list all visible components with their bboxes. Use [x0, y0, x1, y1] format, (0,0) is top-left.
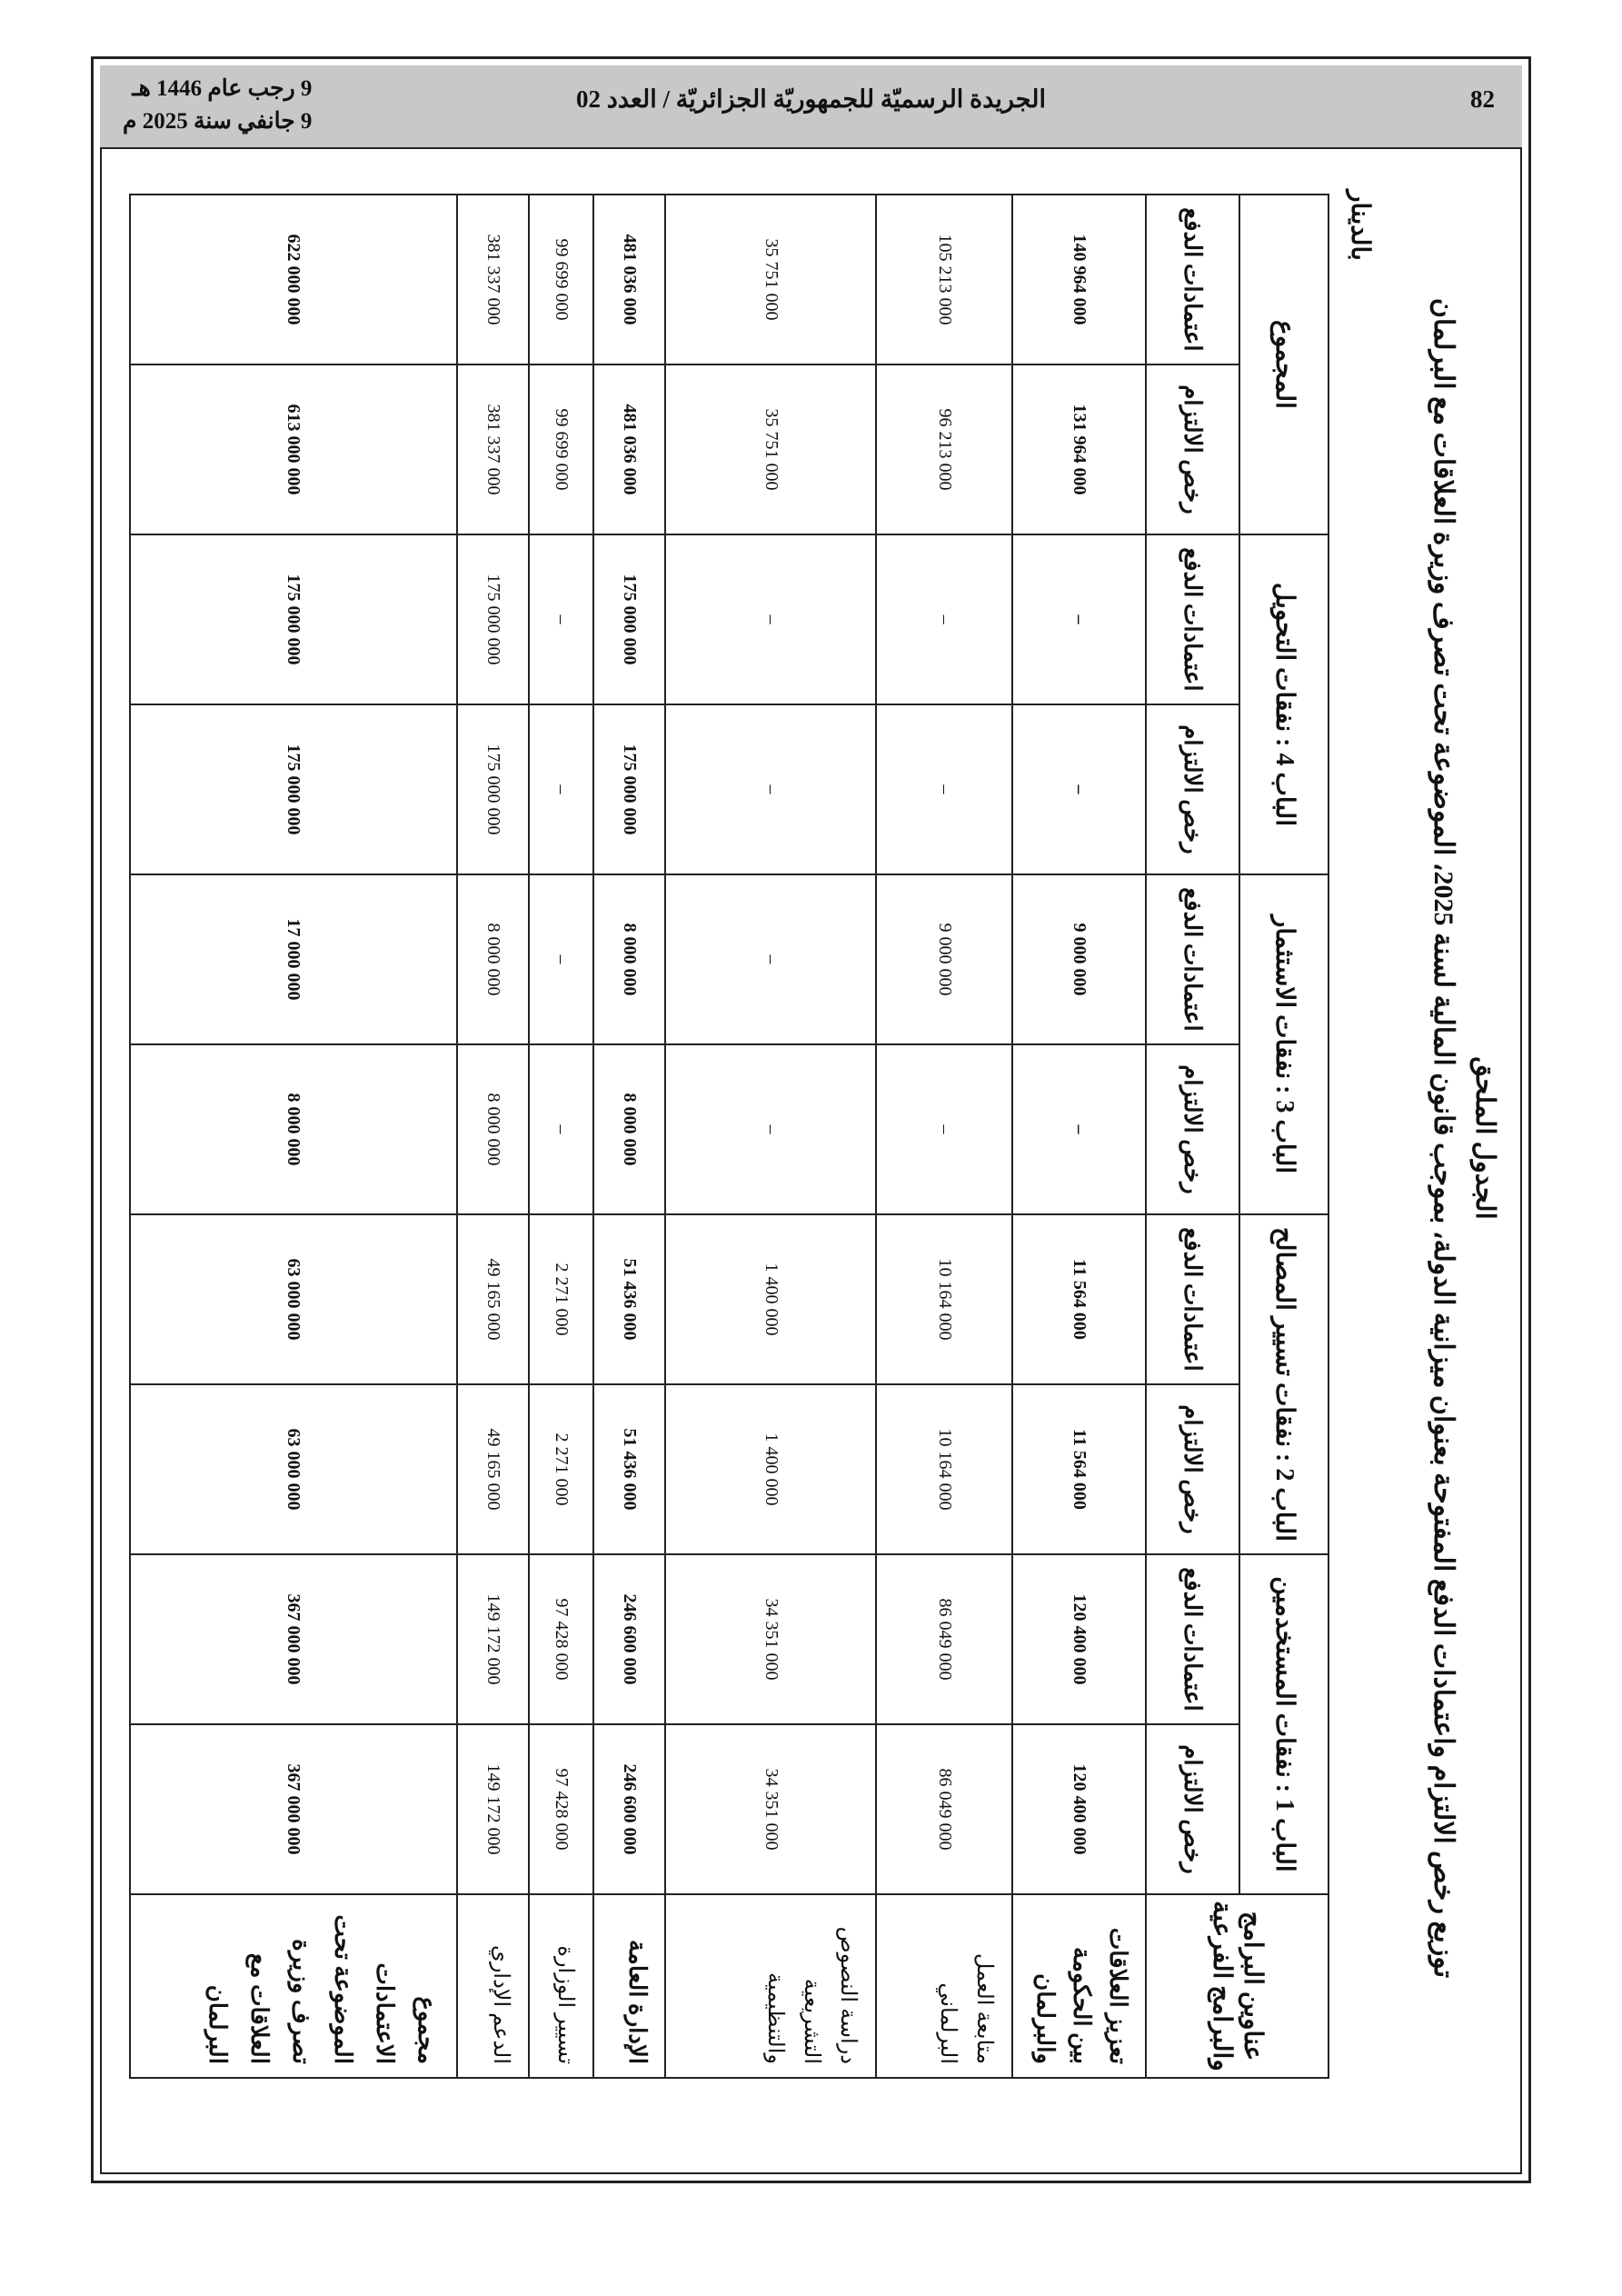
budget-table [129, 194, 1329, 2079]
value-cell: 97 428 000 [529, 1724, 593, 1894]
value-cell: 99 699 000 [529, 195, 593, 364]
value-cell: 63 000 000 [130, 1384, 457, 1554]
value-cell: 381 337 000 [457, 195, 529, 364]
value-cell: – [665, 1044, 876, 1214]
value-cell: 35 751 000 [665, 195, 876, 364]
value-cell: 10 164 000 [876, 1384, 1011, 1554]
table-row [457, 195, 529, 2078]
value-cell: 9 000 000 [876, 874, 1011, 1044]
header-group-4: الباب 4 : نفقات التحويل [1239, 534, 1328, 874]
value-cell: 105 213 000 [876, 195, 1011, 364]
value-cell: 96 213 000 [876, 364, 1011, 534]
program-name: دراسة النصوص التشريعية والتنظيمية [665, 1894, 876, 2078]
currency-unit: بالدينار [1346, 190, 1374, 261]
sub-pay: اعتمادات الدفع [1146, 1214, 1239, 1384]
value-cell: 2 271 000 [529, 1384, 593, 1554]
value-cell: 51 436 000 [593, 1384, 665, 1554]
header-group-2: الباب 2 : نفقات تسيير المصالح [1239, 1214, 1328, 1554]
value-cell: 8 000 000 [593, 874, 665, 1044]
value-cell: 120 400 000 [1012, 1554, 1146, 1724]
value-cell: 86 049 000 [876, 1724, 1011, 1894]
program-name: تعزيز العلاقات بين الحكومة والبرلمان [1012, 1894, 1146, 2078]
journal-title: الجريدة الرسميّة للجمهوريّة الجزائريّة / العدد 02 [576, 85, 1046, 113]
value-cell: 35 751 000 [665, 364, 876, 534]
table-row [1012, 195, 1146, 2078]
program-name: مجموع الاعتمادات الموضوعة تحت تصرف وزيرة العلاقات مع البرلمان [130, 1894, 457, 2078]
value-cell: 49 165 000 [457, 1214, 529, 1384]
value-cell: 8 000 000 [457, 874, 529, 1044]
annex-title: الجدول الملحق [1470, 1056, 1499, 1220]
page-number: 82 [1470, 85, 1495, 113]
value-cell: – [529, 704, 593, 874]
value-cell: 149 172 000 [457, 1724, 529, 1894]
program-name: الإدارة العامة [593, 1894, 665, 2078]
issue-dates [123, 73, 312, 138]
value-cell: 481 036 000 [593, 364, 665, 534]
rotated-annex [129, 190, 1501, 2086]
value-cell: 10 164 000 [876, 1214, 1011, 1384]
sub-commit: رخص الالتزام [1146, 1384, 1239, 1554]
table-row [130, 195, 457, 2078]
value-cell: 97 428 000 [529, 1554, 593, 1724]
value-cell: 149 172 000 [457, 1554, 529, 1724]
value-cell: – [665, 534, 876, 704]
header-group-1: الباب 1 : نفقات المستخدمين [1239, 1554, 1328, 1894]
value-cell: 175 000 000 [593, 704, 665, 874]
sub-pay: اعتمادات الدفع [1146, 874, 1239, 1044]
header-group-3: الباب 3 : نفقات الاستثمار [1239, 874, 1328, 1214]
value-cell: 8 000 000 [130, 1044, 457, 1214]
value-cell: 1 400 000 [665, 1214, 876, 1384]
header-group-total: المجموع [1239, 195, 1328, 534]
value-cell: – [529, 874, 593, 1044]
value-cell: 1 400 000 [665, 1384, 876, 1554]
value-cell: 246 600 000 [593, 1554, 665, 1724]
value-cell: 11 564 000 [1012, 1384, 1146, 1554]
journal-header [100, 65, 1522, 149]
value-cell: 17 000 000 [130, 874, 457, 1044]
value-cell: 175 000 000 [130, 534, 457, 704]
program-name: الدعم الإداري [457, 1894, 529, 2078]
value-cell: – [529, 1044, 593, 1214]
table-row [529, 195, 593, 2078]
value-cell: 175 000 000 [593, 534, 665, 704]
program-name: متابعة العمل البرلماني [876, 1894, 1011, 2078]
header-program: عناوين البرامج والبرامج الفرعية [1146, 1894, 1328, 2078]
value-cell: – [529, 534, 593, 704]
value-cell: 34 351 000 [665, 1554, 876, 1724]
value-cell: 131 964 000 [1012, 364, 1146, 534]
sub-pay: اعتمادات الدفع [1146, 195, 1239, 364]
value-cell: – [876, 704, 1011, 874]
value-cell: 9 000 000 [1012, 874, 1146, 1044]
value-cell: – [1012, 1044, 1146, 1214]
value-cell: 613 000 000 [130, 364, 457, 534]
program-name: تسيير الوزارة [529, 1894, 593, 2078]
value-cell: – [665, 874, 876, 1044]
value-cell: 175 000 000 [457, 704, 529, 874]
table-row [665, 195, 876, 2078]
table-row [593, 195, 665, 2078]
value-cell: 63 000 000 [130, 1214, 457, 1384]
value-cell: 381 337 000 [457, 364, 529, 534]
value-cell: – [665, 704, 876, 874]
sub-commit: رخص الالتزام [1146, 364, 1239, 534]
value-cell: 11 564 000 [1012, 1214, 1146, 1384]
value-cell: – [876, 1044, 1011, 1214]
value-cell: 140 964 000 [1012, 195, 1146, 364]
sub-pay: اعتمادات الدفع [1146, 534, 1239, 704]
value-cell: 175 000 000 [457, 534, 529, 704]
value-cell: 51 436 000 [593, 1214, 665, 1384]
value-cell: – [1012, 534, 1146, 704]
value-cell: 99 699 000 [529, 364, 593, 534]
sub-commit: رخص الالتزام [1146, 704, 1239, 874]
value-cell: 622 000 000 [130, 195, 457, 364]
value-cell: 367 000 000 [130, 1724, 457, 1894]
value-cell: 49 165 000 [457, 1384, 529, 1554]
table-row [876, 195, 1011, 2078]
budget-table-wrap [129, 195, 1329, 2079]
sub-commit: رخص الالتزام [1146, 1724, 1239, 1894]
value-cell: 175 000 000 [130, 704, 457, 874]
sub-commit: رخص الالتزام [1146, 1044, 1239, 1214]
value-cell: – [876, 534, 1011, 704]
value-cell: 86 049 000 [876, 1554, 1011, 1724]
value-cell: 367 000 000 [130, 1554, 457, 1724]
value-cell: 481 036 000 [593, 195, 665, 364]
value-cell: – [1012, 704, 1146, 874]
value-cell: 2 271 000 [529, 1214, 593, 1384]
value-cell: 8 000 000 [457, 1044, 529, 1214]
date-hijri: 9 رجب عام 1446 هـ [132, 76, 313, 101]
sub-pay: اعتمادات الدفع [1146, 1554, 1239, 1724]
value-cell: 246 600 000 [593, 1724, 665, 1894]
date-gregorian: 9 جانفي سنة 2025 م [123, 109, 313, 134]
value-cell: 8 000 000 [593, 1044, 665, 1214]
annex-caption: توزيع رخص الالتزام واعتمادات الدفع المفتوحة بعنوان ميزانية الدولة، بموجب قانون المالية لسنة 2025، الموضوعة تحت تصرف وزيرة العلاقات مع البرلمان [1428, 297, 1458, 1979]
value-cell: 120 400 000 [1012, 1724, 1146, 1894]
value-cell: 34 351 000 [665, 1724, 876, 1894]
